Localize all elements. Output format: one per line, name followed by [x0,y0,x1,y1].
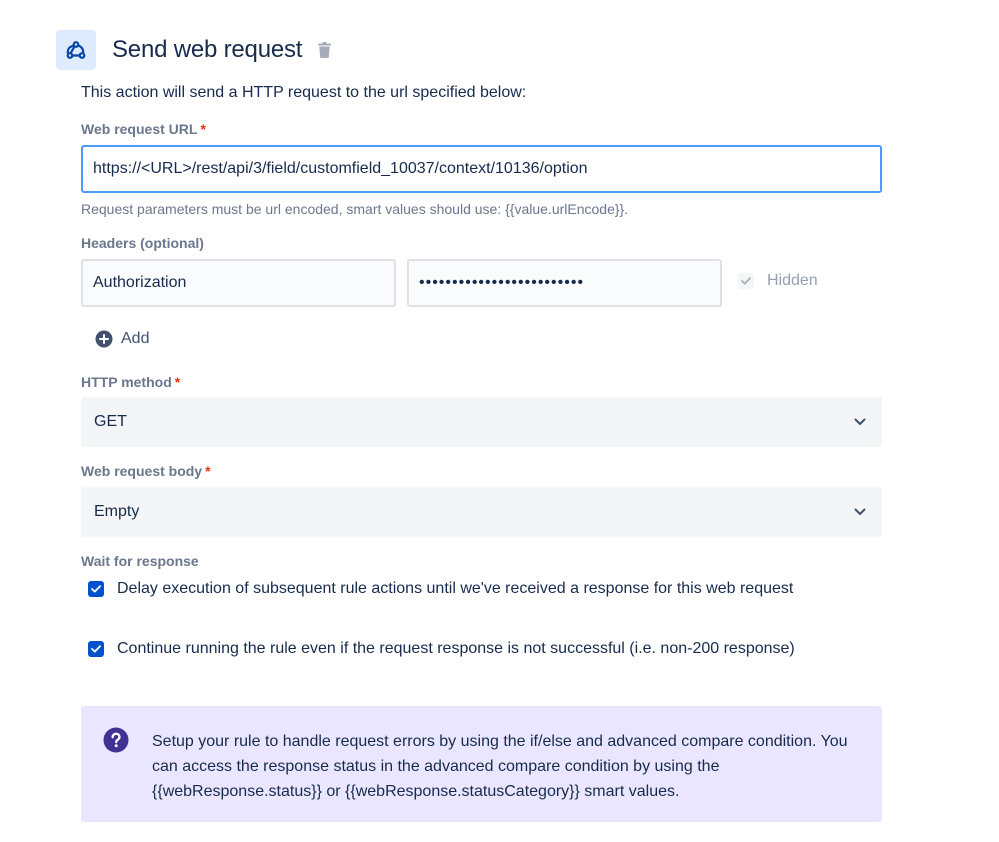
required-mark: * [174,374,181,390]
hidden-label: Hidden [767,272,818,289]
url-label: Web request URL * [81,121,206,137]
wait-label: Wait for response [81,553,199,569]
hidden-checkbox[interactable] [738,273,754,289]
info-text: Setup your rule to handle request errors by using the if/else and advanced compare condition. You can access the response status in the advanced compare condition by using the {{webResponse.status}} or {{webResponse.statusCategory}} smart values. [152,733,848,800]
chevron-down-icon [850,412,870,432]
required-mark: * [200,121,206,137]
continue-running-text: Continue running the rule even if the request response is not successful (i.e. non-200 response) [117,640,795,657]
delay-execution-text: Delay execution of subsequent rule actions until we've received a response for this web request [117,580,794,597]
action-header [56,30,332,70]
info-panel [81,706,882,822]
http-method-label: HTTP method * [81,374,181,390]
required-mark: * [205,463,211,479]
http-method-value: GET [94,413,127,430]
continue-running-option[interactable] [88,636,848,661]
url-helper-text: Request parameters must be url encoded, smart values should use: {{value.urlEncode}}. [81,201,629,217]
page-title: Send web request [112,36,303,63]
delay-execution-checkbox[interactable] [88,581,104,597]
add-header-button[interactable] [95,326,149,352]
action-description: This action will send a HTTP request to the url specified below: [81,84,527,101]
trash-icon[interactable] [316,42,332,58]
add-circle-icon [95,330,113,348]
delay-execution-option[interactable] [88,576,848,601]
webhook-icon [56,30,96,70]
continue-running-checkbox[interactable] [88,641,104,657]
question-circle-icon [103,727,129,753]
request-body-select[interactable] [81,487,882,537]
add-label: Add [121,330,150,347]
web-request-url-input[interactable] [81,145,882,193]
request-body-value: Empty [94,503,140,520]
hidden-toggle[interactable] [738,272,818,290]
http-method-select[interactable] [81,397,882,447]
headers-label: Headers (optional) [81,235,204,251]
header-value-input[interactable] [407,259,722,307]
header-key-input[interactable] [81,259,396,307]
request-body-label: Web request body * [81,463,211,479]
chevron-down-icon [850,502,870,522]
